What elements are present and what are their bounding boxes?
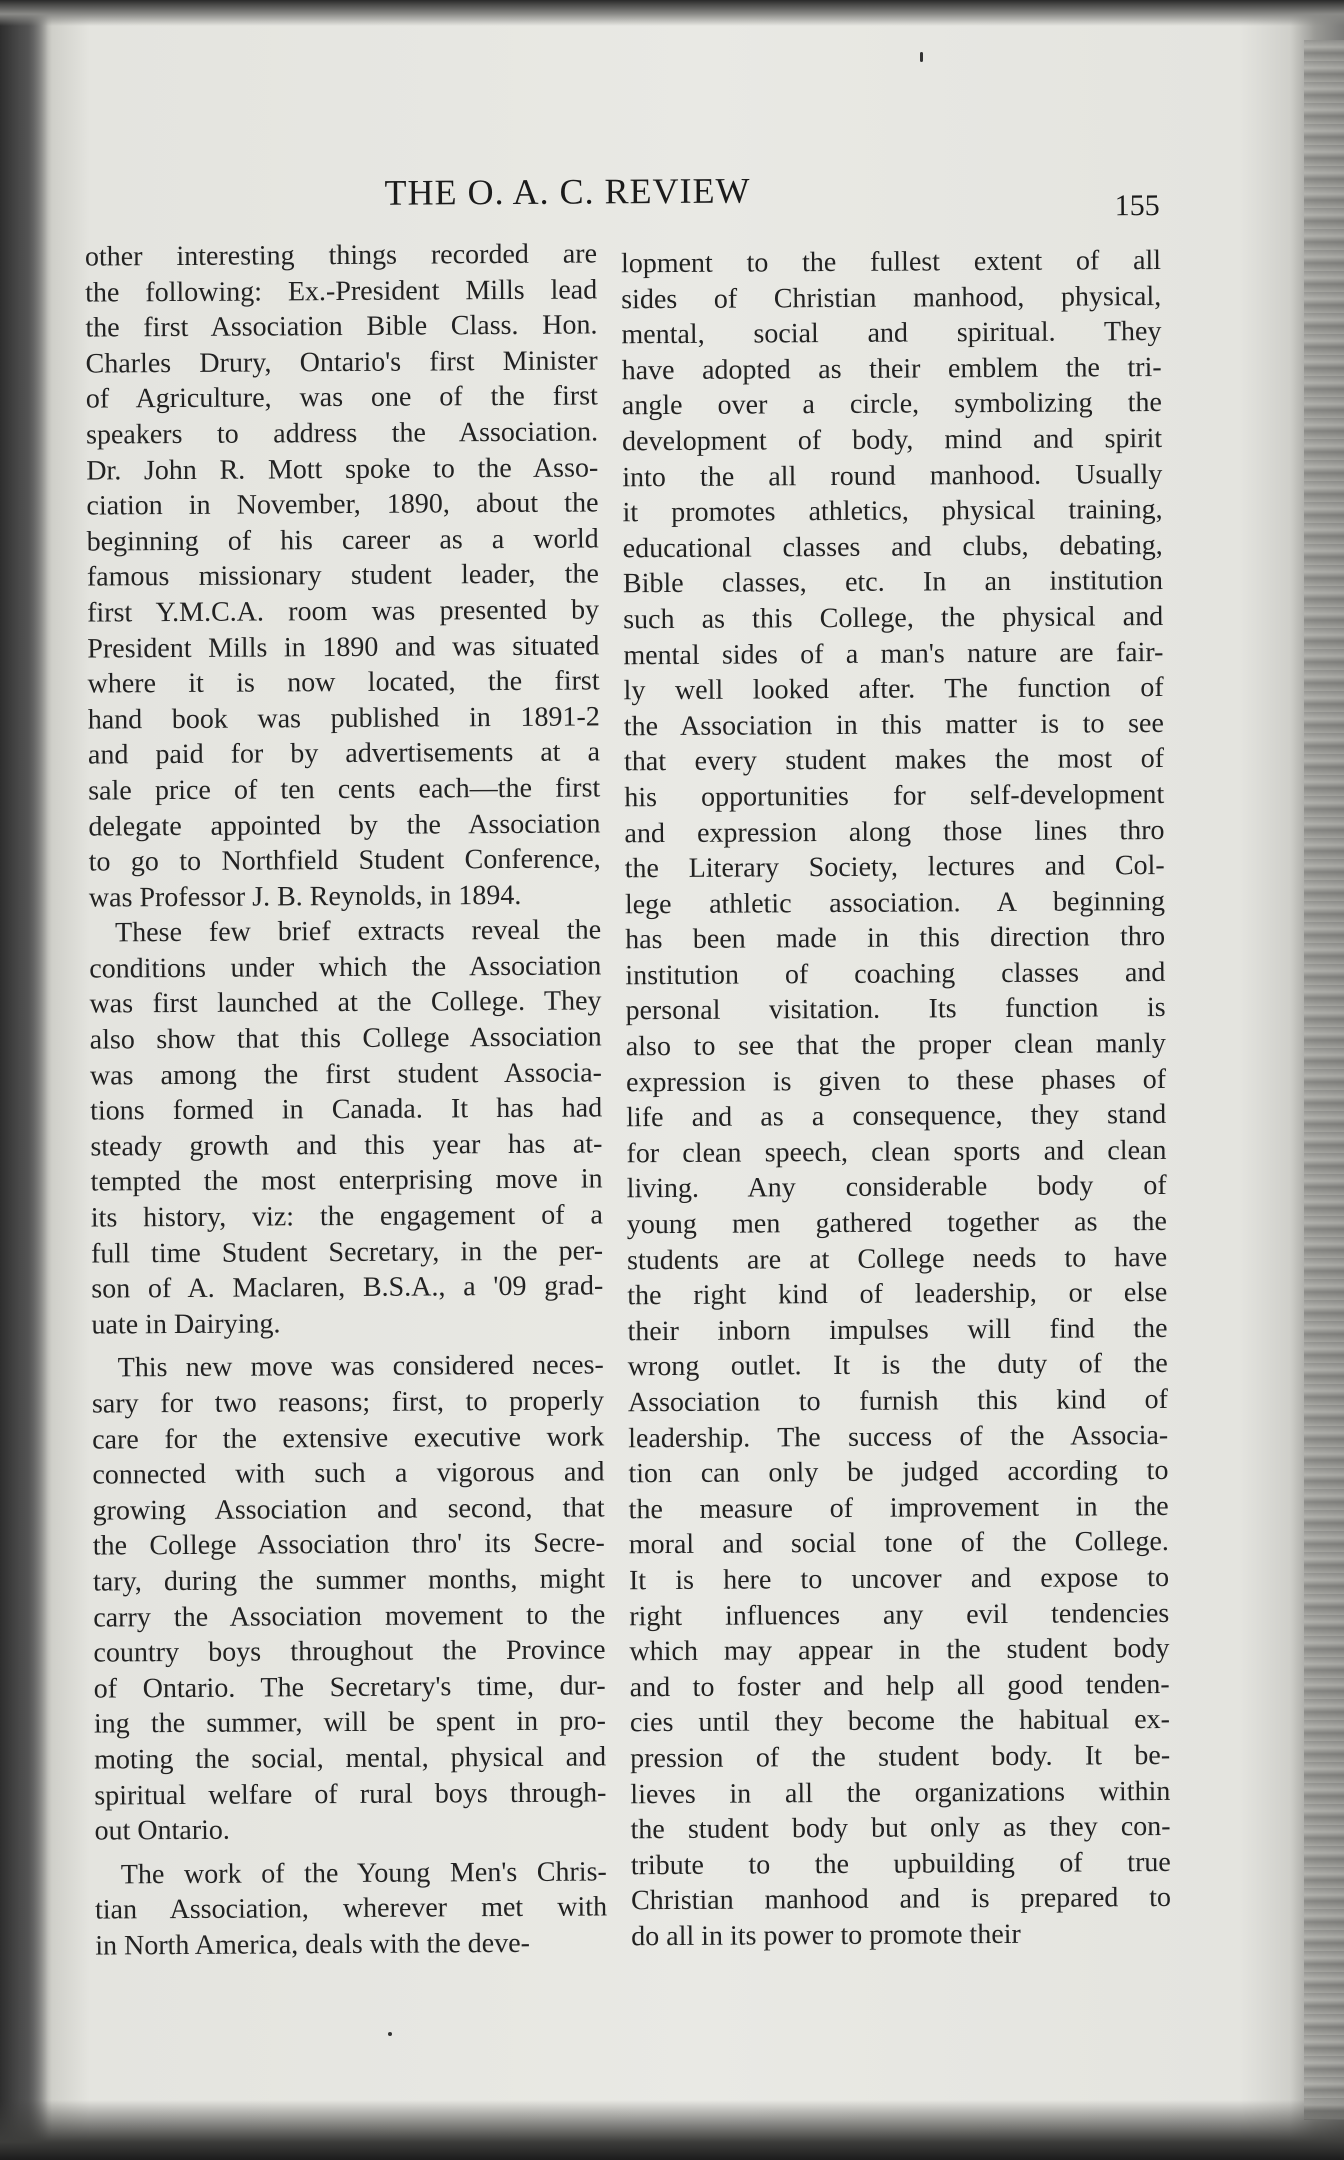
text-line: the Association in this matter is to see [623,707,1164,742]
text-line: of Agriculture, was one of the first [85,380,598,415]
text-line: and expression along those lines thro [624,814,1165,849]
text-line: in North America, deals with the deve- [95,1927,531,1962]
text-line: steady growth and this year has at- [90,1128,603,1163]
text-line: This new move was considered neces- [117,1349,604,1384]
text-line: growing Association and second, that [92,1492,605,1527]
text-line: the following: Ex.-President Mills lead [85,274,598,309]
page-number: 155 [1114,188,1160,223]
text-line: sides of Christian manhood, physical, [621,280,1162,315]
text-line: uate in Dairying. [91,1308,281,1341]
text-line: lieves in all the organizations within [630,1775,1171,1810]
text-line: delegate appointed by the Association [88,807,601,843]
text-line: of Ontario. The Secretary's time, dur- [93,1670,606,1705]
paragraph [92,1348,607,1849]
text-line: lege athletic association. A beginning [624,885,1166,920]
text-line: the right kind of leadership, or else [627,1277,1168,1312]
text-line: students are at College needs to have [627,1241,1168,1276]
text-line: Association to furnish this kind of [627,1383,1169,1419]
text-line: lopment to the fullest extent of all [620,244,1162,280]
journal-title: THE O. A. C. REVIEW [384,170,751,213]
text-line: It is here to uncover and expose to [628,1561,1170,1597]
text-line: his opportunities for self-development [624,778,1165,814]
text-line: and to foster and help all good tenden- [629,1668,1170,1704]
text-line: also to see that the proper clean manly [625,1028,1166,1063]
text-line: development of body, mind and spirit [622,422,1163,458]
dust-speck [920,52,923,62]
text-line: sary for two reasons; first, to properly [91,1385,605,1420]
text-line: also show that this College Association [89,1021,602,1056]
text-line: tian Association, wherever met with [94,1891,608,1926]
text-line: moting the social, mental, physical and [94,1741,607,1776]
text-line: the College Association thro' its Secre- [92,1527,605,1562]
top-edge-shadow [0,0,1344,26]
text-line: out Ontario. [94,1814,230,1847]
text-line: son of A. Maclaren, B.S.A., a '09 grad- [91,1270,604,1305]
text-line: expression is given to these phases of [625,1063,1167,1098]
text-line: tribute to the upbuilding of true [630,1846,1171,1881]
text-line: for clean speech, clean sports and clean [626,1134,1167,1170]
text-line: its history, viz: the engagement of a [90,1199,603,1234]
left-column [85,236,608,1964]
text-line: was first launched at the College. They [89,985,602,1021]
binding-shadow [0,0,48,2160]
text-line: Dr. John R. Mott spoke to the Asso- [86,451,599,487]
text-line: angle over a circle, symbolizing the [621,387,1162,422]
text-line: Bible classes, etc. In an institution [622,565,1164,600]
text-line: country boys throughout the Province [93,1634,606,1669]
text-line: cies until they become the habitual ex- [629,1704,1171,1739]
paragraph [621,243,1171,1955]
text-line: mental, social and spiritual. They [621,316,1162,351]
text-line: which may appear in the student body [629,1633,1170,1668]
text-line: tempted the most enterprising move in [90,1163,603,1198]
text-line: right influences any evil tendencies [629,1597,1170,1632]
paragraph [85,236,601,915]
text-line: has been made in this direction thro [625,921,1166,956]
text-line: spiritual welfare of rural boys through- [94,1776,607,1812]
text-line: hand book was published in 1891-2 [87,701,600,736]
text-line: tary, during the summer months, might [92,1563,606,1598]
text-line: moral and social tone of the College. [628,1526,1169,1561]
text-line: wrong outlet. It is the duty of the [627,1348,1168,1383]
text-line: pression of the student body. It be- [630,1739,1171,1775]
text-line: and paid for by advertisements at a [87,736,601,771]
text-line: tion can only be judged according to [628,1455,1169,1490]
text-line: young men gathered together as the [626,1205,1167,1241]
text-line: life and as a consequence, they stand [626,1099,1167,1134]
text-line: the Literary Society, lectures and Col- [624,850,1165,885]
text-line: ing the summer, will be spent in pro- [93,1705,607,1740]
text-line: do all in its power to promote their [631,1918,1021,1953]
text-line: the measure of improvement in the [628,1490,1169,1526]
text-line: it promotes athletics, physical training, [622,494,1163,529]
right-column [621,243,1171,1955]
text-line: sale price of ten cents each—the first [88,772,601,807]
paragraph [89,913,604,1343]
text-line: the student body but only as they con- [630,1811,1171,1846]
text-line: ciation in November, 1890, about the [86,487,599,522]
text-line: was among the first student Associa- [89,1057,603,1092]
text-line: such as this College, the physical and [623,600,1164,636]
bottom-edge-shadow [0,2100,1344,2160]
text-line: their inborn impulses will find the [627,1312,1168,1348]
text-line: Christian manhood and is prepared to [630,1882,1172,1917]
text-line: leadership. The success of the Associa- [628,1419,1169,1454]
text-line: into the all round manhood. Usually [622,458,1163,493]
text-line: tions formed in Canada. It has had [90,1092,603,1127]
text-line: ly well looked after. The function of [623,672,1164,707]
text-line: to go to Northfield Student Conference, [88,843,601,878]
text-line: the first Association Bible Class. Hon. [85,309,598,344]
text-line: mental sides of a man's nature are fair- [623,636,1164,671]
text-line: These few brief extracts reveal the [114,914,602,949]
text-line: care for the extensive executive work [92,1421,605,1456]
text-line: full time Student Secretary, in the per- [90,1235,604,1270]
text-line: first Y.M.C.A. room was presented by [87,594,600,629]
text-line: other interesting things recorded are [84,238,598,273]
text-line: personal visitation. Its function is [625,992,1166,1027]
text-line: famous missionary student leader, the [86,558,600,593]
text-line: connected with such a vigorous and [92,1456,605,1491]
text-line: conditions under which the Association [89,950,602,985]
text-line: institution of coaching classes and [625,956,1166,992]
text-line: have adopted as their emblem the tri- [621,351,1162,387]
text-line: educational classes and clubs, debating, [622,529,1163,565]
text-line: The work of the Young Men's Chris- [120,1856,607,1891]
text-line: where it is now located, the first [87,665,600,700]
text-line: beginning of his career as a world [86,523,599,558]
paragraph [95,1854,608,1964]
text-line: speakers to address the Association. [85,416,599,451]
text-line: was Professor J. B. Reynolds, in 1894. [88,879,522,914]
page-edge-stack [1304,40,1344,2120]
text-line: Charles Drury, Ontario's first Minister [85,345,598,380]
text-line: living. Any considerable body of [626,1170,1167,1205]
text-line: that every student makes the most of [623,743,1165,778]
dust-speck [388,2032,392,2036]
text-line: President Mills in 1890 and was situated [87,629,600,665]
text-line: carry the Association movement to the [93,1598,606,1634]
